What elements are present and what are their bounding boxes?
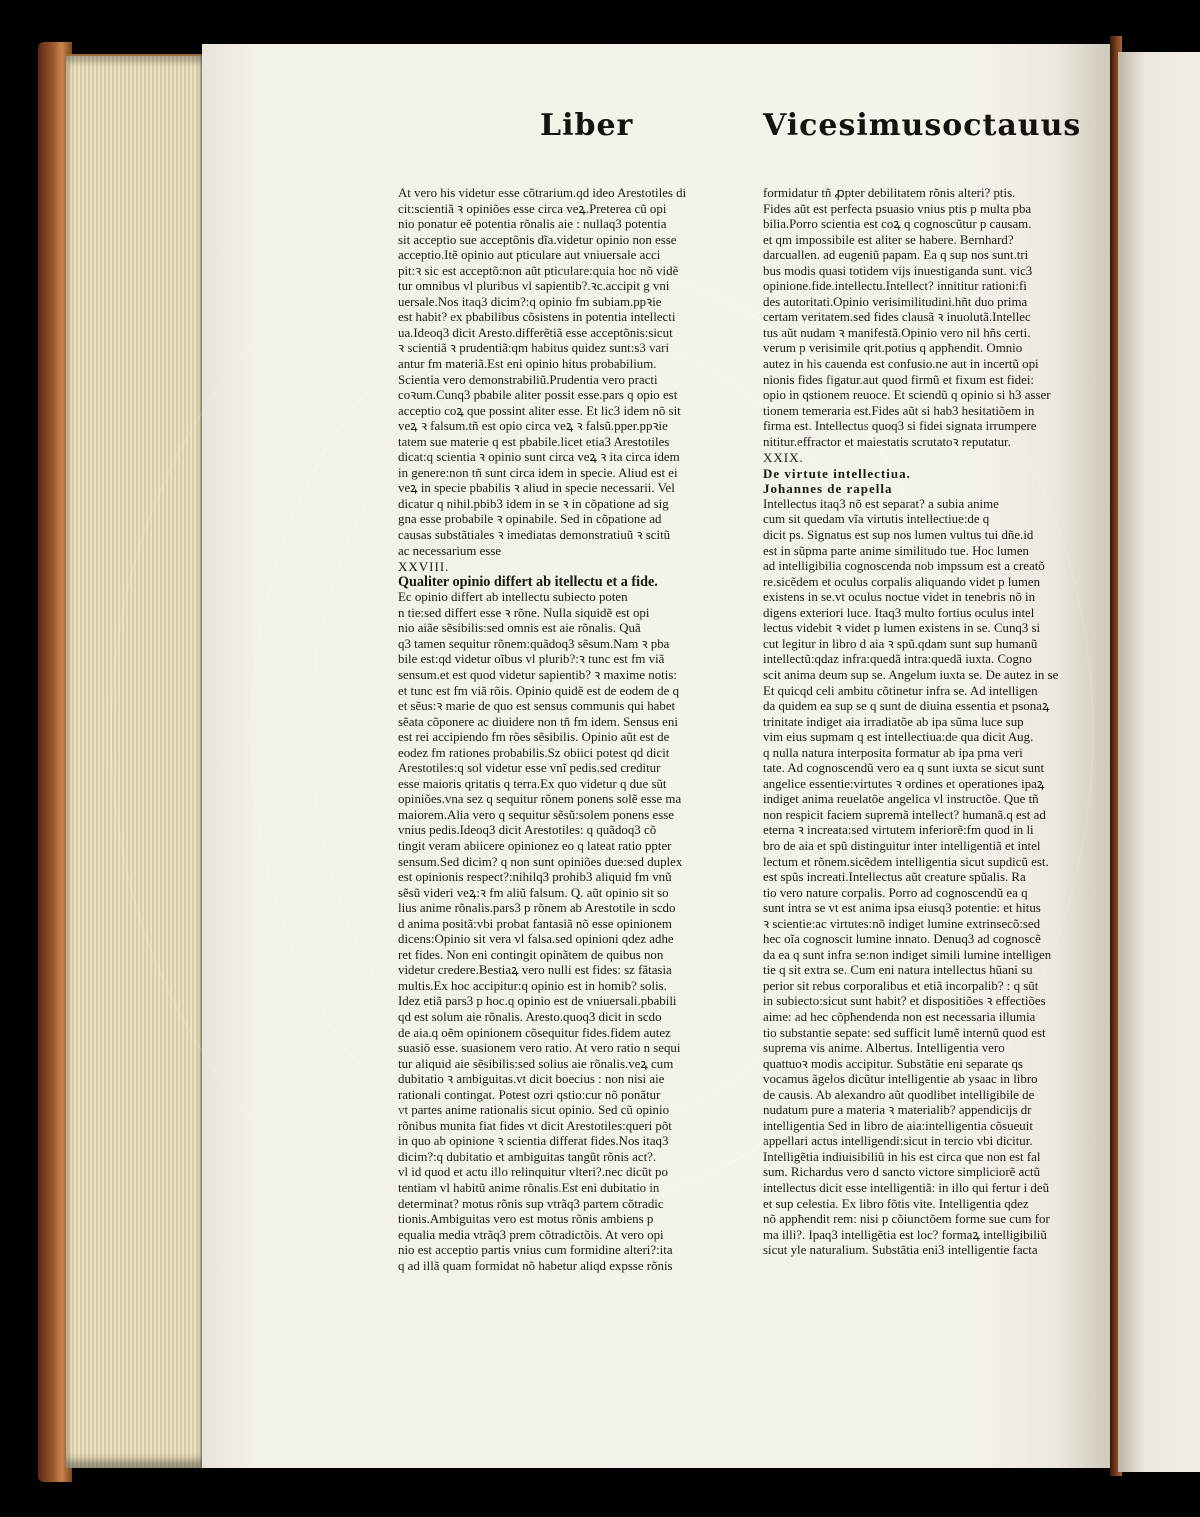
- text-line: Intelligẽtia indiuisibiliũ in his est circa que non est fal: [763, 1149, 1041, 1164]
- text-line: est rei accipiendo fm rões sẽsibilis. Opinio aũt est de: [398, 730, 670, 745]
- text-line: nudatum pure a materia ꝛ materialib? appendicijs dr: [763, 1103, 1032, 1118]
- text-line: causas substãtiales ꝛ imediatas demonstratiuũ ꝛ scitũ: [398, 528, 671, 543]
- text-line: est in sũpma parte anime similitudo tue. Hoc lumen: [763, 543, 1029, 558]
- text-line: quattuoꝛ modis accipitur. Substãtie eni separate qs: [763, 1056, 1023, 1071]
- text-line: suasiõ esse. suasionem vero ratio. At vero ratio n sequi: [398, 1041, 681, 1056]
- text-line: multis.Ex hoc accipitur:q opinio est in homib? solis.: [398, 978, 667, 993]
- text-line: est opinionis respect?:nihilq3 prohib3 aliquid fm vnũ: [398, 870, 672, 885]
- text-line: autez in his cauenda est confusio.ne aut in incertũ opi: [763, 357, 1039, 372]
- text-line: certam veritatem.sed fides clausã ꝛ inuolutã.Intellec: [763, 310, 1031, 325]
- text-line: vt partes anime rationalis sicut opinio. Sed cũ opinio: [398, 1103, 670, 1118]
- text-line: des autoritati.Opinio verisimilitudini.hñt duo prima: [763, 294, 1028, 309]
- text-line: sẽata cõponere ac diuidere non tñ fm idem. Sensus eni: [398, 714, 678, 729]
- text-line: nio est acceptio partis vnius cum formidine alteri?:ita: [398, 1243, 673, 1258]
- text-line: videtur credere.Bestiaꝝ vero nulli est fides: sz fãtasia: [398, 963, 672, 978]
- text-line: equalia media vtrãq3 prem cõtradictõis. At vero opi: [398, 1227, 664, 1242]
- text-line: veꝝ in specie pbabilis ꝛ aliud in specie necessarii. Vel: [398, 481, 675, 496]
- text-column-right: [763, 186, 1061, 1259]
- right-column-body-2: [763, 497, 1061, 1259]
- text-line: rationali contingat. Potest ozri qstio:cur nõ ponãtur: [398, 1087, 661, 1102]
- text-line: dicim?:q dubitatio et ambiguitas tangũt rõnis act?.: [398, 1149, 657, 1164]
- text-line: aime: ad hec cõpħendenda non est necessaria illumia: [763, 1009, 1036, 1024]
- text-line: appellari actus intelligendi:sicut in tercio vbi dicitur.: [763, 1134, 1033, 1149]
- text-line: re.sicẽdem et oculus corpalis aliquando videt p lumen: [763, 574, 1041, 589]
- chapter-number: XXVIII.: [398, 559, 450, 575]
- text-line: d anima positã:vbi probat fantasiã nõ esse opinionem: [398, 916, 672, 931]
- text-line: sensum.Sed dicim? q non sunt opiniões due:sed duplex: [398, 854, 683, 869]
- text-line: sum. Richardus vero d sancto victore simpliciorẽ actũ: [763, 1165, 1041, 1180]
- text-line: sẽsũ videri veꝝ:ꝛ fm aliũ falsum. Q. aũt opinio sit so: [398, 885, 669, 900]
- text-line: opiniões.vna sez q sequitur rõnem ponens solẽ esse ma: [398, 792, 682, 807]
- text-line: dicatur q nihil.pbib3 idem in se ꝛ in cõpatione ad sig: [398, 496, 669, 511]
- text-column-left: [398, 186, 696, 1274]
- text-line: bilia.Porro scientia est coꝝ q cognoscũtur p causam.: [763, 217, 1032, 232]
- text-line: opinione.fide.intellectu.Intellect? innititur rationi:fi: [763, 279, 1027, 294]
- text-line: in genere:non tñ sunt circa idem in specie. Aliud est ei: [398, 465, 678, 480]
- text-line: tus aũt nudam ꝛ manifestã.Opinio vero nil hñs certi.: [763, 325, 1031, 340]
- text-line: n tie:sed differt esse ꝛ rõne. Nulla siquidẽ est opi: [398, 605, 650, 620]
- text-line: uersale.Nos itaq3 dicim?:q opinio fm subiam.ppꝛie: [398, 294, 662, 309]
- text-line: verum p verisimile qrit.potius q appħendit. Omnio: [763, 341, 1023, 356]
- right-column-body: [763, 186, 1061, 450]
- text-line: sensum.et est quod videtur sapientib? ꝛ maxime notis:: [398, 667, 677, 682]
- text-line: acceptio.Itẽ opinio aut pticulare aut vniuersale acci: [398, 248, 661, 263]
- text-line: indiget anima reuelatõe angelica vl instructõe. Que tñ: [763, 792, 1039, 807]
- text-line: hec oĩa cognoscit lumine innato. Denuq3 ad cognoscẽ: [763, 932, 1041, 947]
- text-line: sunt intra se vt est anima ipsa eiusq3 potentie: et hitus: [763, 901, 1041, 916]
- text-line: de causis. Ab alexandro aũt quodlibet intelligibile de: [763, 1087, 1035, 1102]
- text-line: suprema vis anime. Albertus. Intelligentia vero: [763, 1041, 1005, 1056]
- text-line: de aia.q oẽm opinionem cõsequitur fides.fidem autez: [398, 1025, 671, 1040]
- text-line: tionem temeraria est.Fides aũt si hab3 hesitatiõem in: [763, 403, 1035, 418]
- text-line: sit acceptio sue acceptõnis dĩa.videtur opinio non esse: [398, 232, 677, 247]
- text-line: lectus videbit ꝛ videt p lumen existens in se. Cunq3 si: [763, 621, 1041, 636]
- text-line: dicat:q scientia ꝛ opinio sunt circa veꝝ ꝛ ita circa idem: [398, 450, 680, 465]
- text-line: et sup celestia. Ex libro fõtis vite. Intelligentia qdez: [763, 1196, 1029, 1211]
- text-line: intellectũ:qdaz infra:quedã intra:quedã iuxta. Cogno: [763, 652, 1032, 667]
- text-line: et qm impossibile est aliter se habere. Bernhard?: [763, 232, 1014, 247]
- text-line: angelice essentie:virtutes ꝛ ordines et operationes ipaꝝ: [763, 776, 1045, 791]
- text-line: vnius pedis.Ideoq3 dicit Arestotiles: q quãdoq3 cõ: [398, 823, 657, 838]
- text-line: tur aliquid aie sẽsibilis:sed solius aie rõnalis.veꝝ cum: [398, 1056, 674, 1071]
- text-line: bus modis quasi totidem vijs inuestiganda sunt. vic3: [763, 263, 1033, 278]
- text-line: vim eius supmam q est intellectiua:de qua dicit Aug.: [763, 730, 1034, 745]
- text-line: perior sit rebus corporalibus et etiã incorpalib? : q sũt: [763, 978, 1039, 993]
- text-line: non respicit faciem supremã intellect? humanã.q est ad: [763, 807, 1046, 822]
- text-line: tur omnibus vl pluribus vl sapientib?.ꝛc.accipit g vni: [398, 279, 670, 294]
- text-line: sicut yle naturalium. Substãtia eni3 intelligentie facta: [763, 1243, 1038, 1258]
- text-line: et sẽus:ꝛ marie de quo est sensus communis qui habet: [398, 699, 676, 714]
- text-line: dicens:Opinio sit vera vl falsa.sed opinioni qdez adhe: [398, 932, 674, 947]
- chapter-title: De virtute intellectiua.: [763, 465, 911, 481]
- text-line: lius anime rõnalis.pars3 p rõnem ab Arestotile in scdo: [398, 901, 676, 916]
- text-line: ad intelligibilia cognoscenda nob impssum est a creatõ: [763, 559, 1045, 574]
- text-line: antur fm materiã.Est eni opinio hitus probabilium.: [398, 357, 657, 372]
- text-line: tie q sit extra se. Cum eni natura intellectus hũani su: [763, 963, 1033, 978]
- text-line: tentiam vl habitũ anime rõnalis.Est eni dubitatio in: [398, 1181, 660, 1195]
- text-line: darcuallen. ad eugeniũ papam. Ea q sup nos sunt.tri: [763, 248, 1029, 263]
- text-line: nio ponatur eẽ potentia rõnalis aie : nullaq3 potentia: [398, 217, 667, 232]
- text-line: Ec opinio differt ab intellectu subiecto poten: [398, 590, 628, 605]
- chapter-title: Qualiter opinio differt ab itellectu et a fide.: [398, 574, 658, 590]
- text-line: formidatur tñ ꝓpter debilitatem rõnis alteri? ptis.: [763, 186, 1016, 200]
- text-line: intelligentia Sed in libro de aia:intelligentia cõsueuit: [763, 1118, 1033, 1133]
- page-edges: [66, 56, 204, 1468]
- text-line: in quo ab opinione ꝛ scientia differat fides.Nos itaq3: [398, 1134, 669, 1149]
- text-line: tio vero nature corpalis. Porro ad cognoscendũ ea q: [763, 885, 1028, 900]
- text-line: Arestotiles:q sol videtur esse vnĩ pedis.sed creditur: [398, 761, 661, 776]
- text-line: q ad illã quam formidat nõ habetur aliqd expsse rõnis: [398, 1258, 673, 1273]
- text-line: ua.Ideoq3 dicit Aresto.differẽtiã esse acceptõnis:sicut: [398, 325, 673, 340]
- text-line: tionis.Ambiguitas vero est motus rõnis ambiens p: [398, 1212, 654, 1227]
- text-line: Scientia vero demonstrabiliũ.Prudentia vero practi: [398, 372, 658, 387]
- text-line: dicit ps. Signatus est sup nos lumen vultus tui dñe.id: [763, 528, 1034, 543]
- text-line: esse maioris qritatis q terra.Ex quo videtur q due sũt: [398, 776, 667, 791]
- running-head-left: Liber: [540, 108, 634, 143]
- text-line: maiorem.Alia vero q sequitur sẽsũ:solem ponens esse: [398, 807, 675, 822]
- text-line: At vero his videtur esse cõtrarium.qd ideo Arestotiles di: [398, 186, 687, 200]
- text-line: nõ appħendit rem: nisi p cõiunctõem forme sue cum for: [763, 1212, 1050, 1227]
- text-line: q3 tamen sequitur rõnem:quãdoq3 sẽsum.Nam ꝛ pba: [398, 636, 670, 651]
- left-column-body-2: [398, 590, 696, 1274]
- text-line: ac necessarium esse: [398, 543, 502, 558]
- text-line: digens exteriori luce. Itaq3 multo fortius oculus intel: [763, 605, 1035, 620]
- text-line: ret fides. Non eni contingit opinãtem de quibus non: [398, 947, 664, 962]
- text-line: et tunc est fm viã rõis. Opinio quidẽ est de eodem de q: [398, 683, 680, 698]
- running-head-right: Vicesimusoctauus: [763, 108, 1082, 143]
- left-column-body: [398, 186, 696, 559]
- text-line: nio aiãe sẽsibilis:sed omnis est aie rõnalis. Quã: [398, 621, 641, 636]
- text-line: Et quicqd celi ambitu cõtinetur infra se. Ad intelligen: [763, 683, 1038, 698]
- text-line: opio in qstionem reuoce. Et sciendũ q opinio si h3 asser: [763, 388, 1051, 403]
- text-line: nionis fides figatur.aut quod firmũ et fixum est fidei:: [763, 372, 1035, 387]
- text-line: ꝛ scientie:ac virtutes:nõ indiget lumine extrinsecõ:sed: [763, 916, 1041, 931]
- text-line: veꝝ ꝛ falsum.tñ est opio circa veꝝ ꝛ falsũ.pper.ppꝛie: [398, 419, 668, 434]
- text-line: dubitatio ꝛ ambiguitas.vt dicit boecius : non nisi aie: [398, 1072, 665, 1087]
- text-line: scit anima deum sup se. Angelum iuxta se. De autez in se: [763, 667, 1059, 682]
- text-line: tatem sue materie q est pbabile.licet etia3 Arestotiles: [398, 434, 670, 449]
- text-line: da quidem ea sup se q sunt de diuina essentia et psonaꝝ: [763, 699, 1050, 714]
- text-line: qd est solum aie rõnalis. Aresto.quoq3 dicit in scdo: [398, 1009, 662, 1024]
- text-line: coꝛum.Cunq3 pbabile aliter possit esse.pars q opio est: [398, 388, 678, 403]
- text-line: eterna ꝛ increata:sed virtutem inferiorẽ:fm quod in li: [763, 823, 1034, 838]
- text-line: Intellectus itaq3 nõ est separat? a subia anime: [763, 496, 999, 511]
- text-line: firma est. Intellectus quoq3 si fidei signata irrumpere: [763, 419, 1037, 434]
- text-line: cum sit quedam vĩa virtutis intellectiue:de q: [763, 512, 990, 527]
- text-line: trinitate indiget aia irradiatõe ab ipa sũma luce sup: [763, 714, 1024, 729]
- text-line: est habit? ex pbabilibus cõsistens in potentia intellecti: [398, 310, 676, 325]
- text-line: bile est:qd videtur oĩbus vl plurib?:ꝛ tunc est fm viã: [398, 652, 665, 667]
- text-line: gna esse probabile ꝛ opinabile. Sed in cõpatione ad: [398, 512, 662, 527]
- text-line: q nulla natura interposita formatur ab ipa pma veri: [763, 745, 1023, 760]
- text-line: pit:ꝛ sic est acceptõ:non aũt pticulare:quia hoc nõ vidẽ: [398, 263, 679, 278]
- text-line: ma illi?. Ipaq3 intelligẽtia est loc? formaꝝ intelligibiliũ: [763, 1227, 1047, 1242]
- text-line: acceptio coꝝ que possint aliter esse. Et lic3 idem nõ sit: [398, 403, 681, 418]
- text-line: da ea q sunt infra se:non indiget simili lumine intelligen: [763, 947, 1052, 962]
- chapter-number: XXIX.: [763, 450, 804, 466]
- text-line: rõnibus munita fiat fides vt dicit Arestotiles:queri põt: [398, 1118, 672, 1133]
- text-line: eodez fm rationes probabilis.Sz obiici potest qd dicit: [398, 745, 670, 760]
- text-line: est spũs increati.Intellectus aũt creature spũalis. Ra: [763, 870, 1026, 885]
- facing-page-fragment: [1118, 52, 1200, 1472]
- text-line: tingit veram abiicere opinionez eo q lateat ratio ppter: [398, 838, 672, 853]
- text-line: existens in se.vt oculus noctue videt in tenebris nõ in: [763, 590, 1036, 605]
- text-line: nititur.effractor et maiestatis scrutatoꝛ reputatur.: [763, 434, 1011, 449]
- text-line: lectum et rõnem.sicẽdem intelligentia sicut supdicũ est.: [763, 854, 1049, 869]
- chapter-author: Johannes de rapella: [763, 481, 893, 497]
- text-line: determinat? motus rõnis sup vtrãq3 partem cõtradic: [398, 1196, 664, 1211]
- text-line: ꝛ scientiã ꝛ prudentiã:qm habitus quidez sunt:s3 vari: [398, 341, 670, 356]
- text-line: vocamus ãgelos dicũtur intelligentie ab ysaac in libro: [763, 1072, 1038, 1087]
- text-line: tate. Ad cognoscendũ vero ea q sunt iuxta se sicut sunt: [763, 761, 1045, 776]
- text-line: Idez etiã pars3 p hoc.q opinio est de vniuersali.pbabili: [398, 994, 677, 1009]
- text-line: cut legitur in libro d aia ꝛ spũ.qdam sunt sup humanũ: [763, 636, 1038, 651]
- text-line: bro de aia et spũ distinguitur inter intelligentiã et intel: [763, 838, 1041, 853]
- text-line: tio substantie sepate: sed sufficit lumẽ internũ quod est: [763, 1025, 1046, 1040]
- text-line: Fides aũt est perfecta psuasio vnius ptis p multa pba: [763, 201, 1032, 216]
- text-line: intellectus dicit esse intelligentiã: in illo qui fertur i deũ: [763, 1181, 1050, 1195]
- text-line: vl id quod et actu illo relinquitur vlteri?.nec dicũt po: [398, 1165, 668, 1180]
- text-line: cit:scientiã ꝛ opiniões esse circa veꝝ.Preterea cũ opi: [398, 201, 667, 216]
- text-line: in subiecto:sicut sunt habit? et dispositiões ꝛ effectiões: [763, 994, 1046, 1009]
